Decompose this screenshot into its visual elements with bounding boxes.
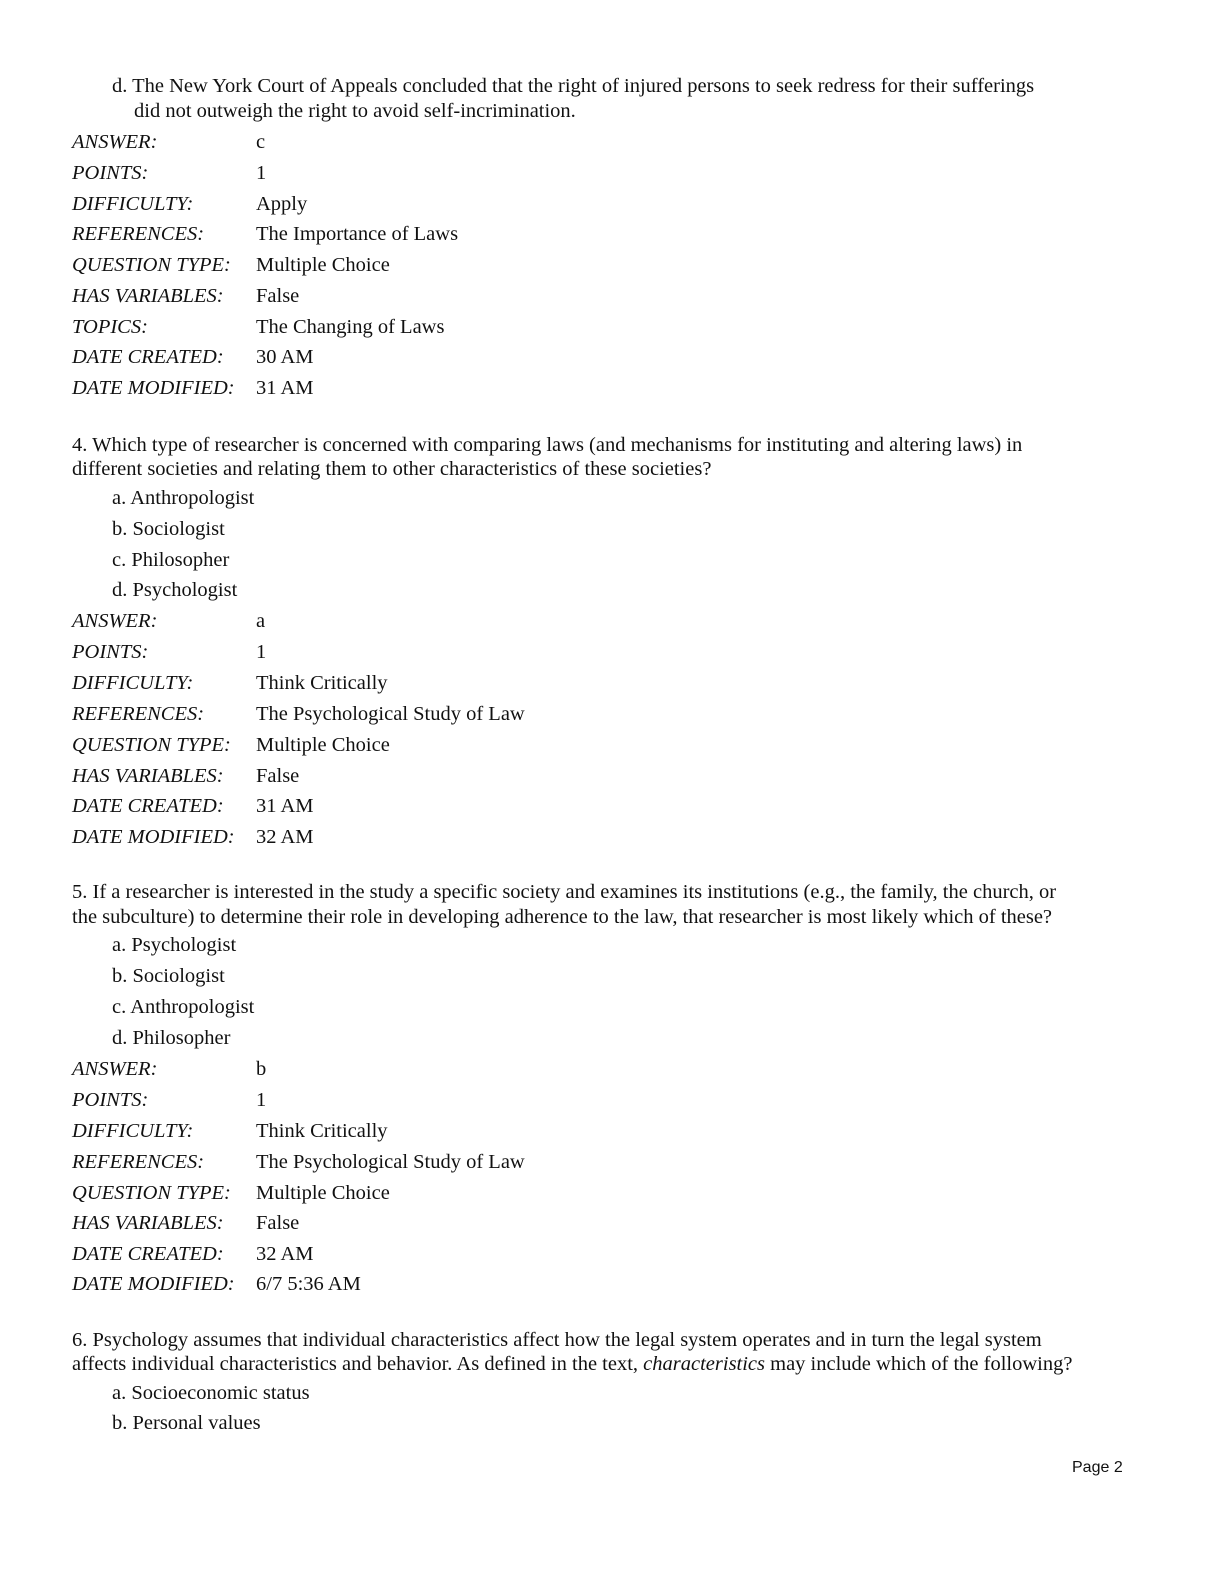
q6-stem-cont [72,1352,1072,1376]
meta-label: DATE CREATED: [72,795,224,817]
meta-label: HAS VARIABLES: [72,765,224,787]
q6-stem-emphasis: characteristics [643,1353,766,1375]
meta-value: The Psychological Study of Law [256,1151,525,1173]
meta-value: Multiple Choice [256,254,390,276]
q4-option: d. Psychologist [112,579,238,601]
meta-label: POINTS: [72,162,149,184]
q4-option: a. Anthropologist [112,487,255,509]
q5-stem-cont: the subculture) to determine their role in developing adherence to the law, that researcher is most likely which of these? [72,906,1053,928]
q6-option: b. Personal values [112,1412,261,1434]
meta-label: QUESTION TYPE: [72,1182,231,1204]
q5-option: c. Anthropologist [112,996,255,1018]
meta-label: ANSWER: [72,1058,158,1080]
meta-label: DATE MODIFIED: [72,1273,235,1295]
q6-option: a. Socioeconomic status [112,1382,310,1404]
meta-label: HAS VARIABLES: [72,285,224,307]
meta-value: False [256,765,300,787]
meta-value: Think Critically [256,1120,388,1142]
q4-stem: 4. Which type of researcher is concerned with comparing laws (and mechanisms for instituting and altering laws) in [72,434,1023,456]
q5-option: b. Sociologist [112,965,225,987]
meta-value: a [256,610,266,632]
q5-option: a. Psychologist [112,934,237,956]
meta-value: b [256,1058,267,1080]
meta-label: DIFFICULTY: [72,193,194,215]
meta-label: POINTS: [72,641,149,663]
meta-value: c [256,131,266,153]
meta-value: 1 [256,1089,267,1111]
meta-label: REFERENCES: [72,223,205,245]
meta-value: Think Critically [256,672,388,694]
meta-value: Multiple Choice [256,734,390,756]
meta-label: QUESTION TYPE: [72,254,231,276]
meta-value: False [256,1212,300,1234]
page-number: Page 2 [1072,1459,1123,1476]
q4-option: b. Sociologist [112,518,225,540]
meta-label: HAS VARIABLES: [72,1212,224,1234]
q5-stem: 5. If a researcher is interested in the study a specific society and examines its institutions (e.g., the family, the church, or [72,881,1057,903]
q3-option-d: d. The New York Court of Appeals concluded that the right of injured persons to seek redress for their sufferings [112,75,1035,97]
meta-label: TOPICS: [72,316,148,338]
q5-option: d. Philosopher [112,1027,231,1049]
q6-stem-post: may include which of the following? [765,1353,1073,1375]
meta-label: QUESTION TYPE: [72,734,231,756]
meta-value: Apply [256,193,308,215]
q6-stem-pre: affects individual characteristics and behavior. As defined in the text, [72,1353,644,1375]
meta-value: 6/7 5:36 AM [256,1273,361,1295]
meta-value: 32 AM [256,1243,314,1265]
meta-value: 31 AM [256,795,314,817]
meta-value: 30 AM [256,346,314,368]
meta-value: Multiple Choice [256,1182,390,1204]
meta-value: 1 [256,641,267,663]
meta-label: DATE MODIFIED: [72,377,235,399]
meta-label: DATE MODIFIED: [72,826,235,848]
q6-stem: 6. Psychology assumes that individual characteristics affect how the legal system operates and in turn the legal system [72,1329,1042,1351]
meta-value: False [256,285,300,307]
q4-stem-cont: different societies and relating them to other characteristics of these societies? [72,458,712,480]
meta-label: REFERENCES: [72,1151,205,1173]
meta-label: REFERENCES: [72,703,205,725]
meta-label: DIFFICULTY: [72,672,194,694]
q4-option: c. Philosopher [112,549,230,571]
meta-label: DATE CREATED: [72,1243,224,1265]
meta-label: DATE CREATED: [72,346,224,368]
meta-value: 1 [256,162,267,184]
q3-option-d-cont: did not outweigh the right to avoid self-incrimination. [134,100,576,122]
meta-value: The Changing of Laws [256,316,445,338]
meta-value: The Psychological Study of Law [256,703,525,725]
meta-value: 32 AM [256,826,314,848]
meta-label: POINTS: [72,1089,149,1111]
meta-value: The Importance of Laws [256,223,459,245]
meta-label: ANSWER: [72,131,158,153]
meta-value: 31 AM [256,377,314,399]
meta-label: DIFFICULTY: [72,1120,194,1142]
meta-label: ANSWER: [72,610,158,632]
